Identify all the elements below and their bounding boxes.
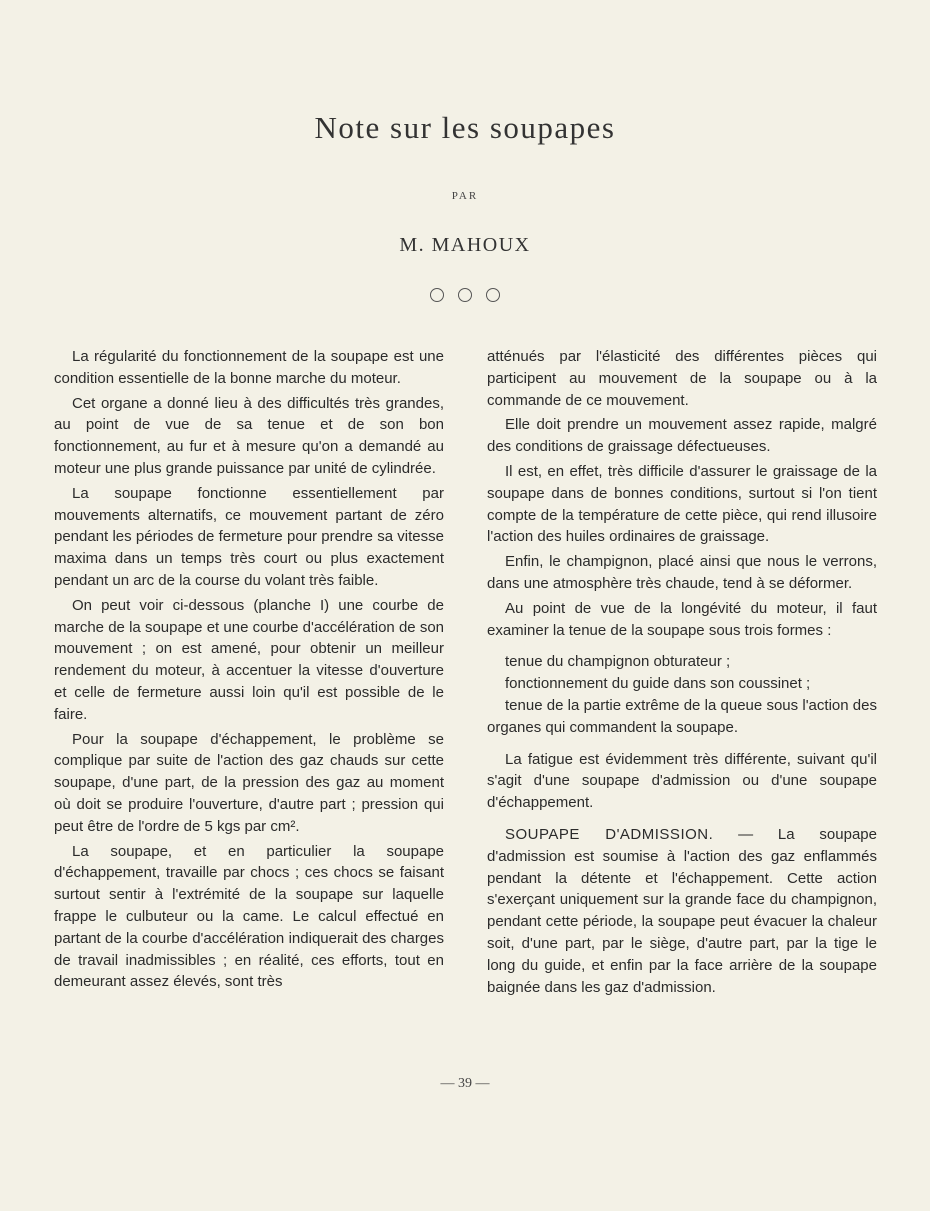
paragraph: La soupape fonctionne essentiellement par mouvements alternatifs, ce mouvement partant de zéro pendant les périodes de fermeture pour prendre sa vitesse maxima dans un temps très court ou plus exactement pendant un arc de la course du volant très faible. — [54, 484, 444, 589]
paragraph: Au point de vue de la longévité du moteur, il faut examiner la tenue de la soupape sous trois formes : — [487, 599, 877, 639]
list-item: fonctionnement du guide dans son coussinet ; — [505, 675, 811, 693]
paragraph: Elle doit prendre un mouvement assez rapide, malgré des conditions de graissage défectueuses. — [487, 416, 877, 456]
paragraph: Il est, en effet, très difficile d'assurer le graissage de la soupape dans de bonnes conditions, surtout si l'on tient compte de la température de cette pièce, qui rend illusoire l'action des huiles ordinaires de graissage. — [487, 462, 877, 546]
circle-ornament — [0, 288, 930, 302]
list-item: tenue de la partie extrême de la queue sous l'action des organes qui commandent la soupape. — [487, 696, 877, 736]
circle-icon — [430, 288, 444, 302]
paragraph: atténués par l'élasticité des différentes pièces qui participent au mouvement de la soupape ou à la commande de ce mouvement. — [487, 348, 877, 409]
paragraph: Enfin, le champignon, placé ainsi que nous le verrons, dans une atmosphère très chaude, tend à se déformer. — [487, 553, 877, 592]
article-title: Note sur les soupapes — [314, 110, 616, 145]
list-item: tenue du champignon obturateur ; — [505, 653, 731, 671]
circle-icon — [486, 288, 500, 302]
paragraph — [487, 824, 877, 998]
section-text: — La soupape d'admission est soumise à l'action des gaz enflammés pendant la détente et l'échappement. Cette action s'exerçant uniquement sur la grande face du champignon, pendant cette période, la soupape peut évacuer la chaleur soit, d'une part, par le siège, d'autre part, par la tige le long du guide, et enfin par la face arrière de la soupape baignée dans les gaz d'admission. — [487, 825, 877, 996]
paragraph: Pour la soupape d'échappement, le problème se complique par suite de l'action des gaz chauds sur cette soupape, d'une part, de la pression des gaz au moment où doit se produire l'ouverture, d'autre part ; pression qui peut être de l'ordre de 5 kgs par cm². — [54, 730, 444, 835]
paragraph: La régularité du fonctionnement de la soupape est une condition essentielle de la bonne marche du moteur. — [54, 348, 444, 387]
page-number: — 39 — — [440, 1076, 490, 1091]
paragraph: La soupape, et en particulier la soupape d'échappement, travaille par chocs ; ces chocs se faisant surtout sentir à l'extrémité de la soupape sur laquelle frappe le culbuteur ou la came. Le calcul effectué en partant de la courbe d'accélération indiquerait des charges de travail inadmissibles ; en réalité, ces efforts, tout en demeurant assez élevés, sont très — [54, 842, 444, 991]
left-column — [54, 346, 444, 996]
paragraph: Cet organe a donné lieu à des difficultés très grandes, au point de vue de sa tenue et de son bon fonctionnement, au fur et à mesure qu'on a demandé au moteur une plus grande puissance par unité de cylindrée. — [54, 394, 444, 477]
byline-par: PAR — [451, 190, 479, 202]
right-column — [487, 346, 877, 1001]
paragraph: La fatigue est évidemment très différente, suivant qu'il s'agit d'une soupape d'admission ou d'une soupape d'échappement. — [487, 750, 877, 812]
circle-icon — [458, 288, 472, 302]
author-name: M. MAHOUX — [399, 234, 531, 256]
section-heading: SOUPAPE D'ADMISSION. — [505, 825, 714, 843]
paragraph: On peut voir ci-dessous (planche I) une courbe de marche de la soupape et une courbe d'accélération de son mouvement ; on est amené, pour obtenir un meilleur rendement du moteur, à accentuer la vitesse d'ouverture et celle de fermeture aussi loin qu'il est possible de le faire. — [54, 596, 444, 723]
